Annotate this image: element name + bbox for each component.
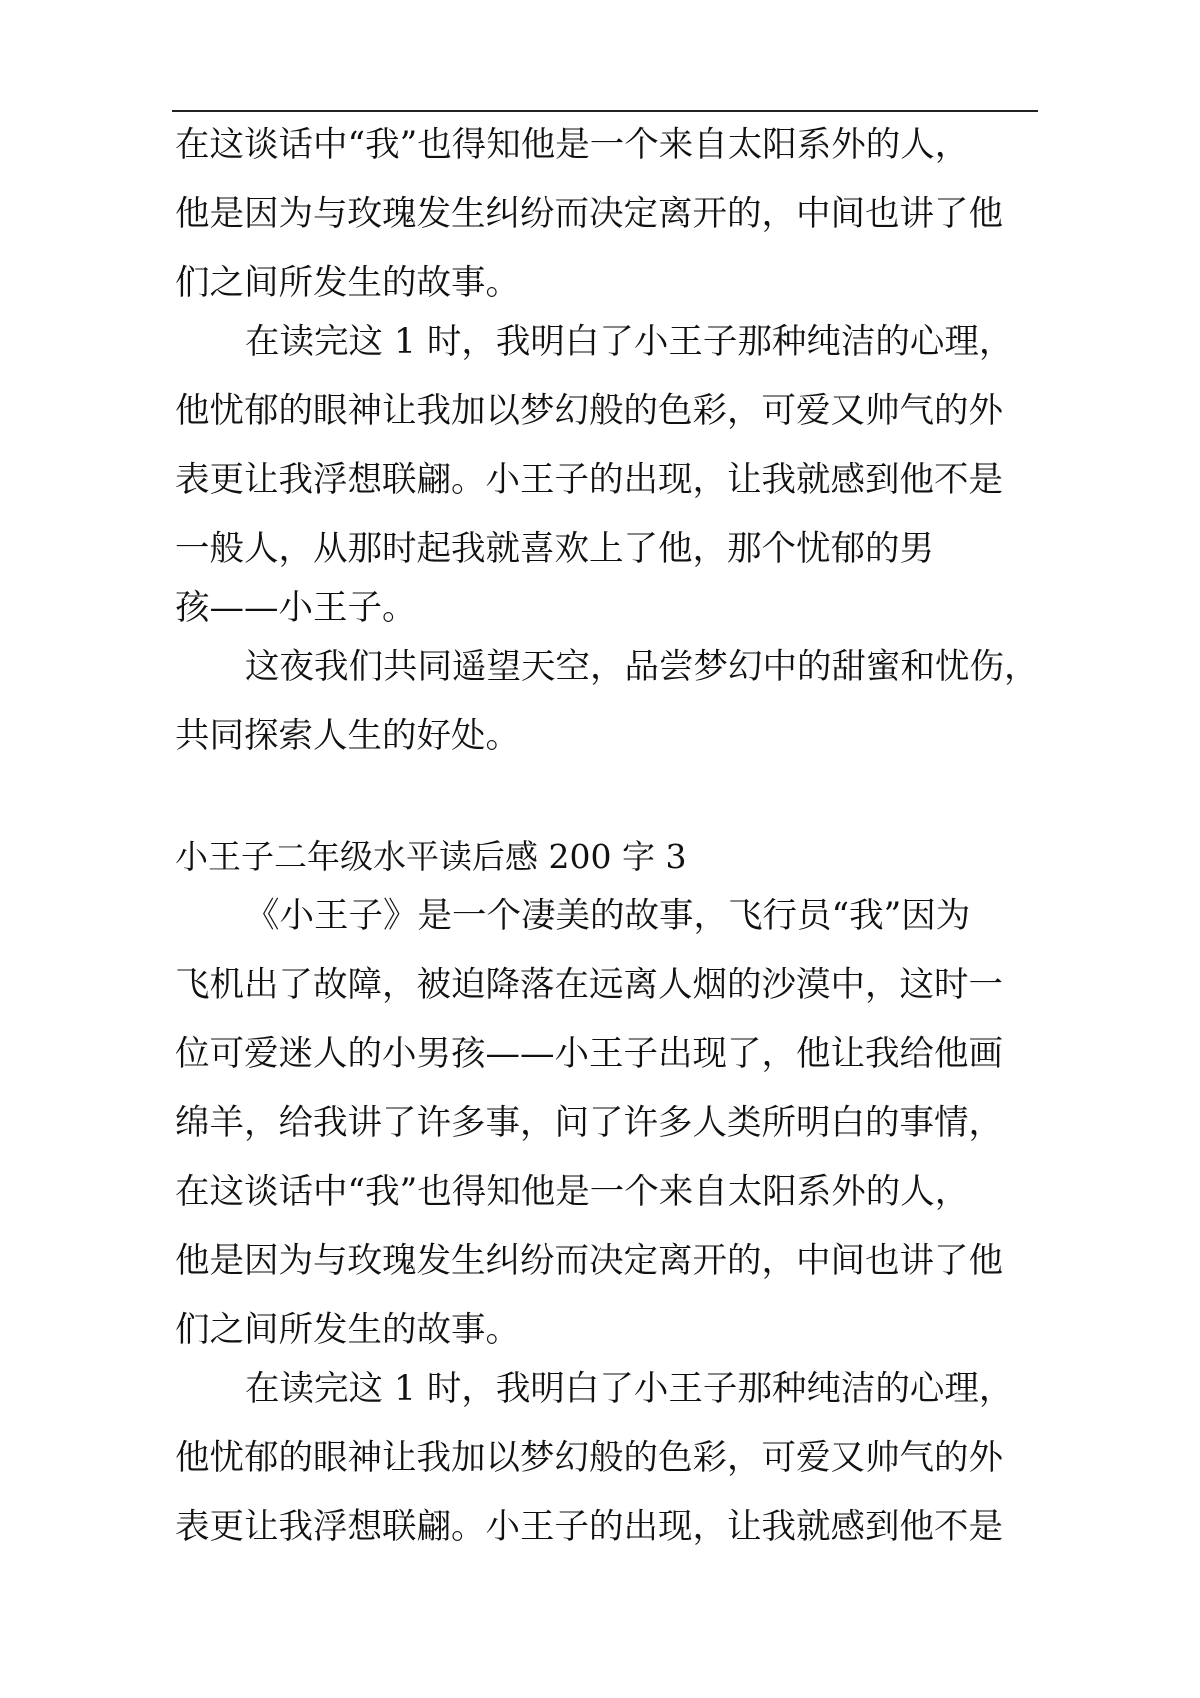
text-line: 位可爱迷人的小男孩——小王子出现了，他让我给他画 <box>175 1034 1003 1074</box>
text-line: 共同探索人生的好处。 <box>175 716 520 756</box>
text-line: 飞机出了故障，被迫降落在远离人烟的沙漠中，这时一 <box>175 965 1003 1005</box>
text-line: 他忧郁的眼神让我加以梦幻般的色彩，可爱又帅气的外 <box>175 391 1003 431</box>
text-line: 孩——小王子。 <box>175 588 417 628</box>
text-line: 他忧郁的眼神让我加以梦幻般的色彩，可爱又帅气的外 <box>175 1438 1003 1478</box>
text-line: 一般人，从那时起我就喜欢上了他，那个忧郁的男 <box>175 529 934 569</box>
text-line: 在这谈话中“我”也得知他是一个来自太阳系外的人， <box>175 1172 970 1212</box>
text-line: 他是因为与玫瑰发生纠纷而决定离开的，中间也讲了他 <box>175 194 1003 234</box>
section-heading: 小王子二年级水平读后感 200 字 3 <box>175 837 687 876</box>
text-line: 表更让我浮想联翩。小王子的出现，让我就感到他不是 <box>175 460 1003 500</box>
text-line: 表更让我浮想联翩。小王子的出现，让我就感到他不是 <box>175 1507 1003 1547</box>
text-line: 在这谈话中“我”也得知他是一个来自太阳系外的人， <box>175 125 970 165</box>
text-line: 他是因为与玫瑰发生纠纷而决定离开的，中间也讲了他 <box>175 1241 1003 1281</box>
header-rule <box>172 110 1038 112</box>
paragraph-first-line: 在读完这 1 时，我明白了小王子那种纯洁的心理， <box>245 322 1014 362</box>
paragraph-first-line: 在读完这 1 时，我明白了小王子那种纯洁的心理， <box>245 1369 1014 1409</box>
paragraph-first-line: 这夜我们共同遥望天空，品尝梦幻中的甜蜜和忧伤， <box>245 647 1039 687</box>
text-line: 绵羊，给我讲了许多事，问了许多人类所明白的事情， <box>175 1103 1003 1143</box>
paragraph-first-line: 《小王子》是一个凄美的故事，飞行员“我”因为 <box>245 896 971 936</box>
text-line: 们之间所发生的故事。 <box>175 263 520 303</box>
text-line: 们之间所发生的故事。 <box>175 1310 520 1350</box>
